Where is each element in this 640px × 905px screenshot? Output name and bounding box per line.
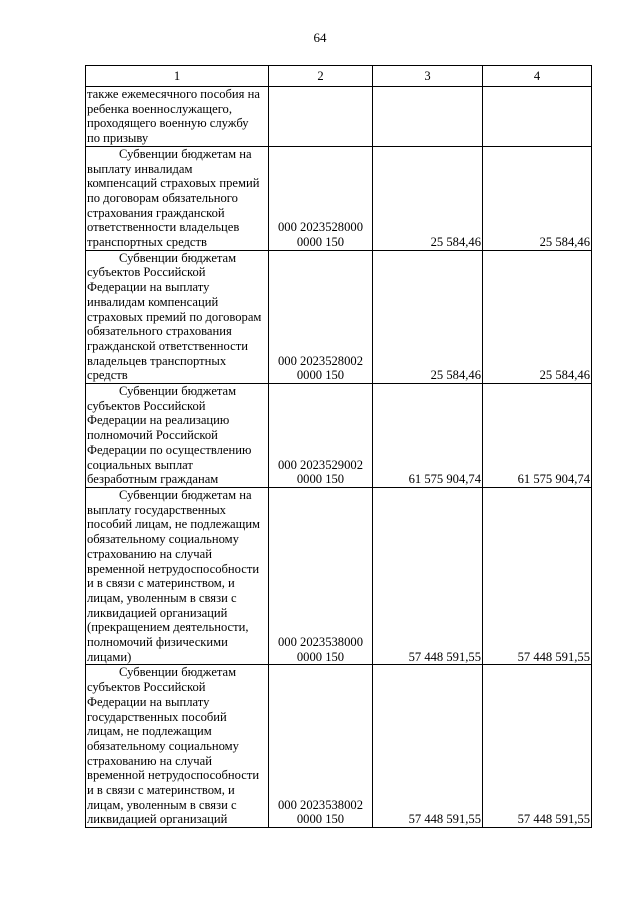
table-header-row — [86, 66, 592, 87]
column-header: 1 — [86, 66, 269, 87]
column-header: 3 — [373, 66, 483, 87]
row-name-line: Федерации на выплату — [87, 280, 210, 295]
column-header: 4 — [483, 66, 592, 87]
page-number: 64 — [313, 30, 327, 45]
row-name-line: социальных выплат — [87, 457, 193, 472]
row-name-line: безработным гражданам — [87, 472, 219, 487]
row-name-line: Субвенции бюджетам на — [119, 146, 252, 161]
row-code-cell — [269, 250, 373, 383]
row-name-line: транспортных средств — [87, 235, 207, 250]
row-name-line: пособий лицам, не подлежащим — [87, 517, 261, 532]
row-code-line: 000 2023528002 — [277, 353, 363, 368]
row-amount-col3: 61 575 904,74 — [373, 384, 483, 488]
row-name-line: субъектов Российской — [87, 680, 206, 695]
row-code-line: 0000 150 — [296, 472, 345, 487]
table-row — [86, 487, 592, 664]
table-row — [86, 146, 592, 250]
row-name-cell — [86, 87, 269, 147]
row-name-line: проходящего военную службу — [87, 116, 249, 131]
table-body — [86, 87, 592, 828]
row-amount-col4: 61 575 904,74 — [483, 384, 592, 488]
row-name-cell — [86, 665, 269, 828]
row-code-line: 000 2023538002 — [277, 797, 363, 812]
row-name-line: ребенка военнослужащего, — [87, 101, 232, 116]
row-name-line: страховых премий по договорам — [87, 309, 262, 324]
row-amount-col4: 57 448 591,55 — [483, 665, 592, 828]
row-name-line: Федерации по осуществлению — [87, 442, 252, 457]
row-name-line: Федерации на выплату — [87, 694, 210, 709]
row-name-line: страхованию на случай — [87, 753, 212, 768]
row-amount-col3: 25 584,46 — [373, 250, 483, 383]
row-name-line: Федерации на реализацию — [87, 413, 230, 428]
row-name-cell — [86, 487, 269, 664]
row-name-line: и в связи с материнством, и — [87, 576, 235, 591]
table-row — [86, 665, 592, 828]
row-name-line: компенсаций страховых премий — [87, 176, 260, 191]
row-name-line: полномочий физическими — [87, 635, 228, 650]
row-code-cell — [269, 487, 373, 664]
row-code-line: 0000 150 — [296, 649, 345, 664]
row-name-line: лицами) — [87, 649, 132, 664]
row-name-line: временной нетрудоспособности — [87, 561, 260, 576]
row-name-line: также ежемесячного пособия на — [87, 87, 260, 101]
row-name-cell — [86, 250, 269, 383]
row-name-line: выплату инвалидам — [87, 161, 193, 176]
row-name-line: временной нетрудоспособности — [87, 768, 260, 783]
row-name-line: и в связи с материнством, и — [87, 783, 235, 798]
row-name-line: (прекращением деятельности, — [87, 620, 249, 635]
row-name-line: Субвенции бюджетам на — [119, 487, 252, 502]
row-code-line: 0000 150 — [296, 812, 345, 827]
row-name-line: лицам, не подлежащим — [87, 724, 212, 739]
row-name-line: государственных пособий — [87, 709, 227, 724]
row-name-line: обязательному социальному — [87, 532, 239, 547]
row-name-line: лицам, уволенным в связи с — [87, 590, 237, 605]
row-name-line: владельцев транспортных — [87, 353, 227, 368]
row-code-line: 000 2023529002 — [277, 457, 363, 472]
row-name-line: ответственности владельцев — [87, 220, 240, 235]
table-row — [86, 87, 592, 147]
row-code-cell — [269, 146, 373, 250]
row-name-line: полномочий Российской — [87, 428, 218, 443]
row-name-line: по призыву — [87, 131, 149, 146]
row-name-line: средств — [87, 368, 128, 383]
row-name-line: Субвенции бюджетам — [119, 384, 237, 399]
row-amount-col3: 25 584,46 — [373, 146, 483, 250]
row-amount-col4: 25 584,46 — [483, 146, 592, 250]
row-code-cell — [269, 384, 373, 488]
row-name-line: инвалидам компенсаций — [87, 294, 219, 309]
row-name-line: страхованию на случай — [87, 546, 212, 561]
row-name-line: по договорам обязательного — [87, 190, 238, 205]
row-name-line: обязательному социальному — [87, 738, 239, 753]
row-name-line: Субвенции бюджетам — [119, 250, 237, 265]
table-row — [86, 384, 592, 488]
table-row — [86, 250, 592, 383]
row-name-line: страхования гражданской — [87, 205, 225, 220]
row-code-line: 000 2023528000 — [277, 220, 363, 235]
row-name-cell — [86, 384, 269, 488]
row-name-line: ликвидацией организаций — [87, 812, 228, 827]
row-amount-col4: 25 584,46 — [483, 250, 592, 383]
row-name-line: лицам, уволенным в связи с — [87, 797, 237, 812]
row-amount-col3 — [373, 87, 483, 147]
row-code-line: 000 2023538000 — [277, 635, 363, 650]
row-code-cell — [269, 665, 373, 828]
row-name-line: обязательного страхования — [87, 324, 232, 339]
budget-table — [85, 65, 592, 828]
row-amount-col3: 57 448 591,55 — [373, 665, 483, 828]
row-amount-col4: 57 448 591,55 — [483, 487, 592, 664]
row-name-line: выплату государственных — [87, 502, 226, 517]
row-name-line: субъектов Российской — [87, 265, 206, 280]
row-code-line: 0000 150 — [296, 235, 345, 250]
column-header: 2 — [269, 66, 373, 87]
row-code-line: 0000 150 — [296, 368, 345, 383]
row-name-line: ликвидацией организаций — [87, 605, 228, 620]
row-name-line: гражданской ответственности — [87, 338, 248, 353]
row-name-cell — [86, 146, 269, 250]
row-amount-col4 — [483, 87, 592, 147]
row-amount-col3: 57 448 591,55 — [373, 487, 483, 664]
row-name-line: Субвенции бюджетам — [119, 665, 237, 680]
row-name-line: субъектов Российской — [87, 398, 206, 413]
row-code-cell — [269, 87, 373, 147]
